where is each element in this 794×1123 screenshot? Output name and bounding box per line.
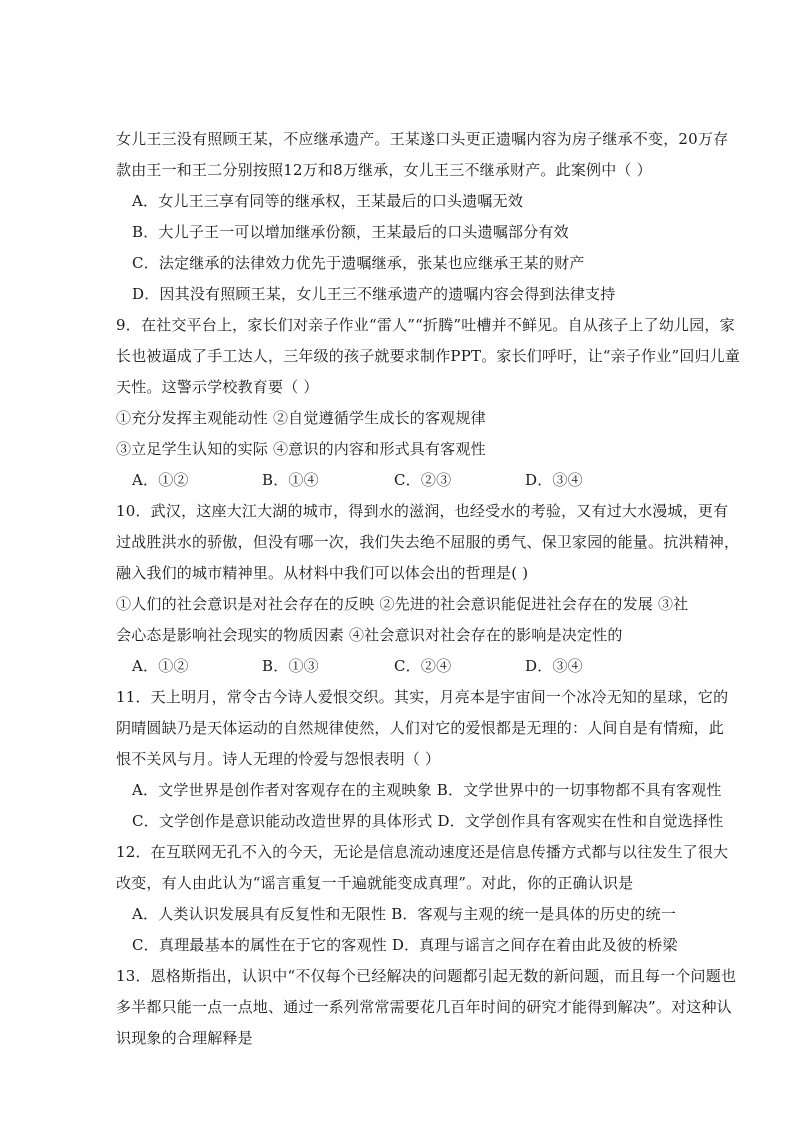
q13-stem-line-3: 识现象的合理解释是 xyxy=(116,1029,253,1047)
q9-items-line-2: ③立足学生认知的实际 ④意识的内容和形式具有客观性 xyxy=(116,440,486,458)
q8-stem-line-1: 女儿王三没有照顾王某，不应继承遗产。王某遂口头更正遗嘱内容为房子继承不变，20万存 xyxy=(116,130,729,148)
q8-stem-line-2: 款由王一和王二分别按照12万和8万继承，女儿王三不继承财产。此案例中（ ） xyxy=(116,161,652,179)
q9-choice-d[interactable]: D．③④ xyxy=(525,471,583,489)
q10-choice-d[interactable]: D．③④ xyxy=(525,657,583,675)
q9-items-line-1: ①充分发挥主观能动性 ②自觉遵循学生成长的客观规律 xyxy=(116,409,486,427)
q8-option-a[interactable]: A．女儿王三享有同等的继承权，王某最后的口头遗嘱无效 xyxy=(132,192,524,210)
q12-stem-line-2: 改变，有人由此认为“谣言重复一千遍就能变成真理”。对此，你的正确认识是 xyxy=(116,874,634,892)
q9-choice-a[interactable]: A．①② xyxy=(132,471,189,489)
q11-options-cd[interactable]: C．文学创作是意识能动改造世界的具体形式 D．文学创作具有客观实在性和自觉选择性 xyxy=(132,812,724,830)
q11-options-ab[interactable]: A．文学世界是创作者对客观存在的主观映象 B．文学世界中的一切事物都不具有客观性 xyxy=(132,781,722,799)
q8-option-b[interactable]: B．大儿子王一可以增加继承份额，王某最后的口头遗嘱部分有效 xyxy=(132,223,569,241)
q10-items-line-2: 会心态是影响社会现实的物质因素 ④社会意识对社会存在的影响是决定性的 xyxy=(116,626,623,644)
q10-stem-line-3: 融入我们的城市精神里。从材料中我们可以体会出的哲理是( ) xyxy=(116,564,529,582)
q10-choice-b[interactable]: B．①③ xyxy=(262,657,319,675)
q10-items-line-1: ①人们的社会意识是对社会存在的反映 ②先进的社会意识能促进社会存在的发展 ③社 xyxy=(116,595,689,613)
q9-stem-line-3: 天性。这警示学校教育要（ ） xyxy=(116,378,319,396)
q13-stem-line-1: 13．恩格斯指出，认识中“不仅每个已经解决的问题都引起无数的新问题，而且每一个问题也 xyxy=(116,967,737,985)
q13-stem-line-2: 多半都只能一点一点地、通过一系列常常需要花几百年时间的研究才能得到解决”。对这种认 xyxy=(116,998,732,1016)
q10-stem-line-1: 10．武汉，这座大江大湖的城市，得到水的滋润，也经受水的考验，又有过大水漫城，更有 xyxy=(116,502,729,520)
q11-stem-line-2: 阴晴圆缺乃是天体运动的自然规律使然，人们对它的爱恨都是无理的：人间自是有情痴，此 xyxy=(116,719,725,737)
q8-option-d[interactable]: D．因其没有照顾王某，女儿王三不继承遗产的遗嘱内容会得到法律支持 xyxy=(132,285,616,303)
q10-stem-line-2: 过战胜洪水的骄傲，但没有哪一次，我们失去绝不屈服的勇气、保卫家园的能量。抗洪精神， xyxy=(116,533,740,551)
q9-choice-c[interactable]: C．②③ xyxy=(394,471,452,489)
q12-options-ab[interactable]: A．人类认识发展具有反复性和无限性 B．客观与主观的统一是具体的历史的统一 xyxy=(132,905,677,923)
q9-stem-line-2: 长也被逼成了手工达人，三年级的孩子就要求制作PPT。家长们呼吁，让“亲子作业”回归儿童 xyxy=(116,347,741,365)
q10-choice-c[interactable]: C．②④ xyxy=(394,657,452,675)
q10-choice-a[interactable]: A．①② xyxy=(132,657,189,675)
q12-stem-line-1: 12．在互联网无孔不入的今天，无论是信息流动速度还是信息传播方式都与以往发生了很大 xyxy=(116,843,729,861)
q12-options-cd[interactable]: C．真理最基本的属性在于它的客观性 D．真理与谣言之间存在着由此及彼的桥梁 xyxy=(132,936,678,954)
q8-option-c[interactable]: C．法定继承的法律效力优先于遗嘱继承，张某也应继承王某的财产 xyxy=(132,254,585,272)
q9-choice-b[interactable]: B．①④ xyxy=(262,471,319,489)
q11-stem-line-1: 11．天上明月，常令古今诗人爱恨交织。其实，月亮本是宇宙间一个冰冷无知的星球，它的 xyxy=(116,688,729,706)
q9-stem-line-1: 9．在社交平台上，家长们对亲子作业“雷人”“折腾”吐槽并不鲜见。自从孩子上了幼儿园，家 xyxy=(116,316,735,334)
q11-stem-line-3: 恨不关风与月。诗人无理的怜爱与怨恨表明（ ） xyxy=(116,750,441,768)
